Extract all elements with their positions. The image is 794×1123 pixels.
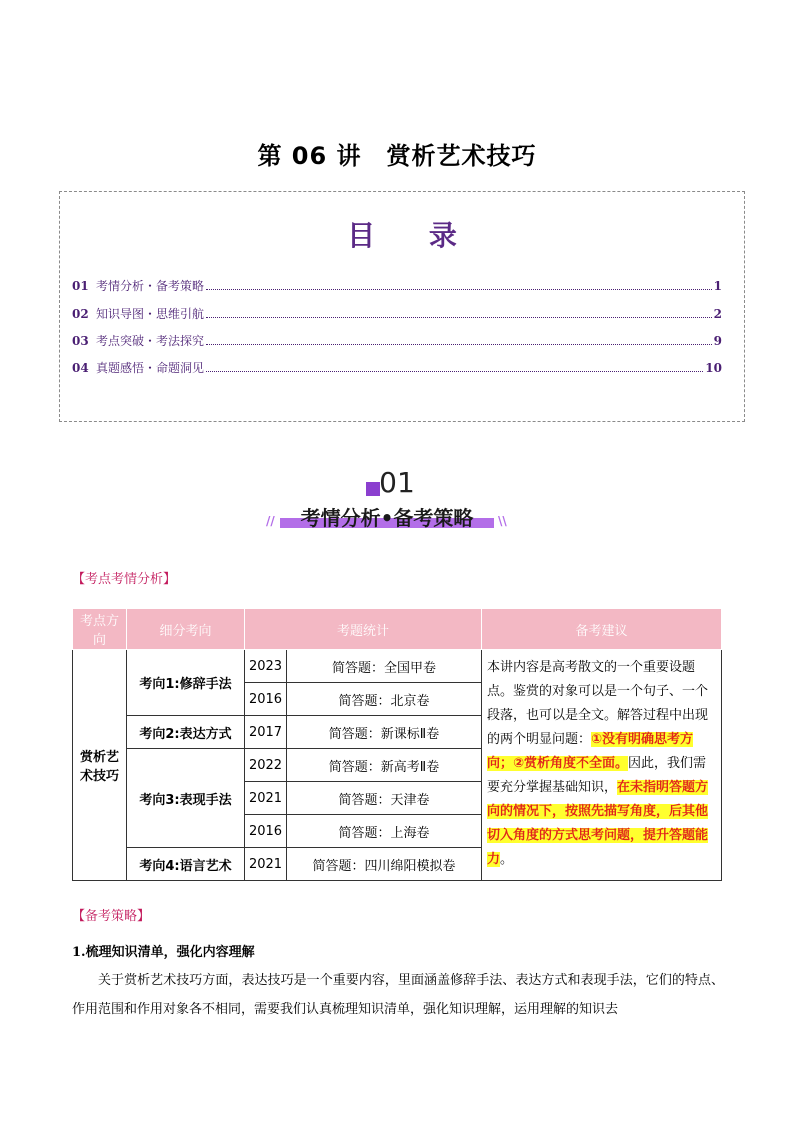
advice-text: 因此，我们需要充分掌握基础知识， — [487, 756, 707, 795]
topic-cell: 赏析艺术技巧 — [73, 650, 127, 881]
advice-highlight: ①没有明确思考方向；②赏析角度不全面。 — [487, 732, 694, 771]
stat-cell: 简答题：全国甲卷 — [287, 650, 482, 683]
section-banner-title: 考情分析•备考策略 — [300, 506, 474, 530]
strategy-heading: 1.梳理知识清单，强化内容理解 — [72, 945, 255, 960]
toc-item-label: 考情分析・备考策略 — [96, 279, 205, 293]
toc-item[interactable] — [72, 332, 722, 352]
toc-item-page: 10 — [705, 361, 722, 375]
advice-cell — [482, 650, 722, 881]
header-sub-direction: 细分考向 — [127, 609, 245, 650]
toc-leader-dots — [206, 371, 703, 372]
strategy-paragraph: 关于赏析艺术技巧方面，表达技巧是一个重要内容，里面涵盖修辞手法、表达方式和表现手法，它们的特点、作用范围和作用对象各不相同，需要我们认真梳理知识清单，强化知识理解，运用理解的知识去 — [72, 973, 724, 1017]
year-cell: 2022 — [245, 749, 287, 782]
toc-item-number: 01 — [72, 279, 89, 293]
toc-item-label: 知识导图・思维引航 — [96, 307, 205, 321]
toc-leader-dots — [206, 289, 712, 290]
toc-heading: 目 录 — [347, 219, 479, 252]
toc-leader-dots — [206, 317, 712, 318]
strategy-section-label: 【备考策略】 — [72, 909, 151, 924]
toc-item-page: 9 — [713, 334, 722, 348]
toc-item-label: 真题感悟・命题洞见 — [96, 361, 205, 375]
stat-cell: 简答题：新高考Ⅱ卷 — [287, 749, 482, 782]
banner-slash-right: \\ — [498, 514, 507, 528]
year-cell: 2016 — [245, 815, 287, 848]
stat-cell: 简答题：天津卷 — [287, 782, 482, 815]
section-banner — [260, 500, 534, 534]
sub-direction-cell: 考向4:语言艺术 — [127, 848, 245, 881]
table-header-row — [73, 609, 722, 650]
sub-direction-cell: 考向1:修辞手法 — [127, 650, 245, 716]
toc-leader-dots — [206, 344, 712, 345]
stat-cell: 简答题：上海卷 — [287, 815, 482, 848]
table-of-contents — [59, 191, 745, 422]
toc-item-number: 03 — [72, 334, 89, 348]
year-cell: 2021 — [245, 782, 287, 815]
stat-cell: 简答题：新课标Ⅱ卷 — [287, 716, 482, 749]
stat-cell: 简答题：北京卷 — [287, 683, 482, 716]
table-row — [73, 650, 722, 683]
advice-text: 本讲内容是高考散文的一个重要设题点。鉴赏的对象可以是一个句子、一个段落，也可以是全文。解答过程中出现的两个明显问题： — [487, 660, 709, 747]
year-cell: 2023 — [245, 650, 287, 683]
toc-item-page: 1 — [713, 279, 722, 293]
sub-direction-cell: 考向2:表达方式 — [127, 716, 245, 749]
toc-item-number: 04 — [72, 361, 89, 375]
year-cell: 2017 — [245, 716, 287, 749]
document-title: 第 06 讲 赏析艺术技巧 — [257, 142, 537, 170]
year-cell: 2016 — [245, 683, 287, 716]
toc-item[interactable] — [72, 305, 722, 325]
year-cell: 2021 — [245, 848, 287, 881]
toc-item[interactable] — [72, 277, 722, 297]
analysis-section-label: 【考点考情分析】 — [72, 572, 177, 587]
toc-item-number: 02 — [72, 307, 89, 321]
toc-item[interactable] — [72, 359, 722, 379]
toc-item-label: 考点突破・考法探究 — [96, 334, 205, 348]
header-statistics: 考题统计 — [245, 609, 482, 650]
exam-analysis-table — [72, 608, 722, 881]
stat-cell: 简答题：四川绵阳模拟卷 — [287, 848, 482, 881]
advice-highlight: 在未指明答题方向的情况下，按照先描写角度，后其他切入角度的方式思考问题，提升答题能力 — [487, 780, 709, 867]
section-number: 01 — [379, 466, 415, 499]
header-advice: 备考建议 — [482, 609, 722, 650]
header-direction: 考点方向 — [73, 609, 127, 650]
advice-text: 。 — [500, 852, 514, 867]
toc-item-page: 2 — [713, 307, 722, 321]
sub-direction-cell: 考向3:表现手法 — [127, 749, 245, 848]
banner-slash-left: // — [266, 514, 275, 528]
